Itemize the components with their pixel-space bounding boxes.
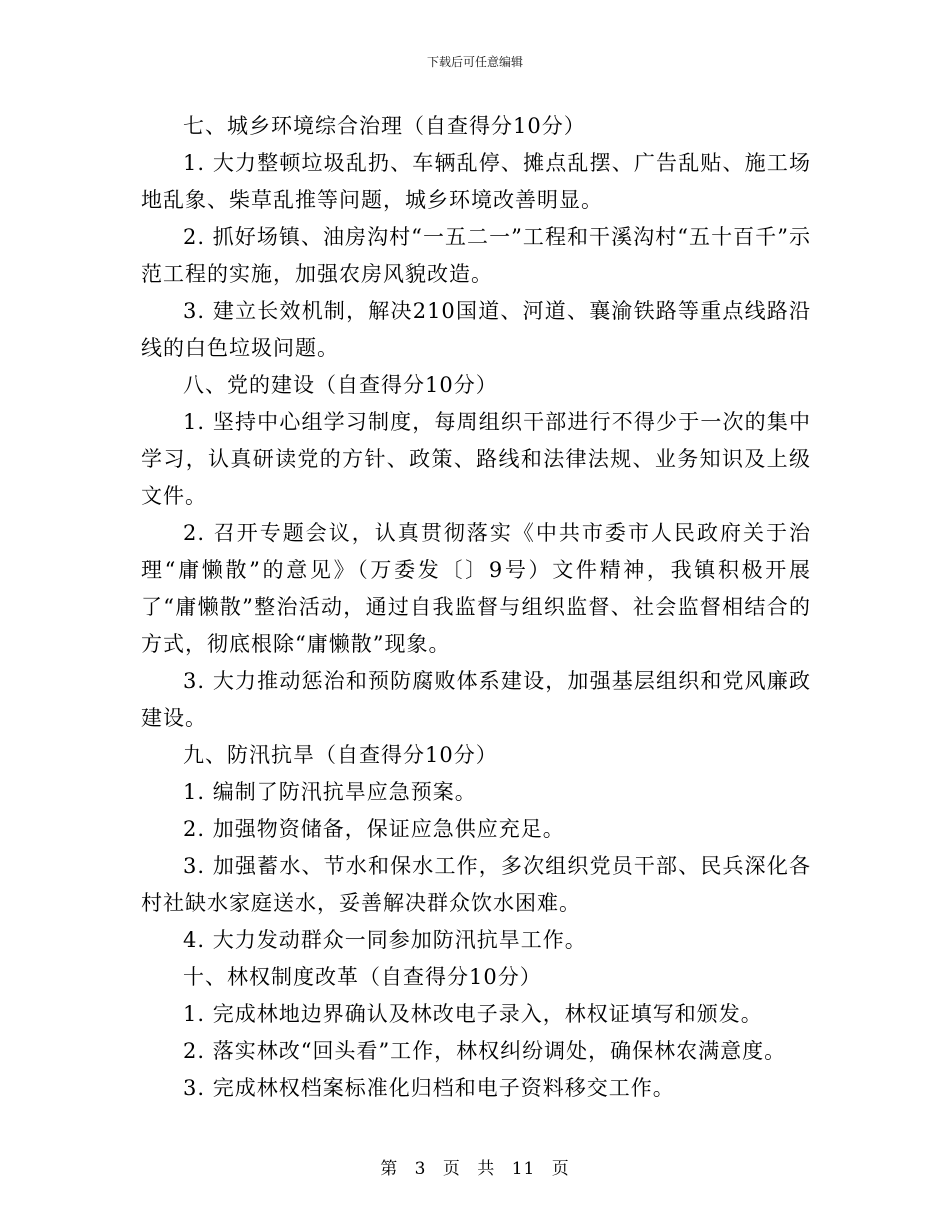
paragraph: 3. 大力推动惩治和预防腐败体系建设，加强基层组织和党风廉政建设。: [141, 669, 811, 730]
paragraph: 3. 完成林权档案标准化归档和电子资料移交工作。: [183, 1076, 675, 1100]
document-body: [141, 108, 811, 1107]
current-page-number: 3: [414, 1159, 427, 1179]
paragraph: 4. 大力发动群众一同参加防汛抗旱工作。: [183, 928, 587, 952]
paragraph: 2. 落实林改“回头看”工作，林权纠纷调处，确保林农满意度。: [183, 1039, 787, 1063]
page-header: 下载后可任意编辑: [426, 55, 523, 69]
section-heading-7: 七、城乡环境综合治理（自查得分10分）: [183, 114, 586, 138]
paragraph: 2. 召开专题会议，认真贯彻落实《中共市委市人民政府关于治理“庸懒散”的意见》（万委发〔〕9号）文件精神，我镇积极开展了“庸懒散”整治活动，通过自我监督与组织监督、社会监督相结合的方式，彻底根除“庸懒散”现象。: [141, 521, 811, 656]
section-heading-8: 八、党的建设（自查得分10分）: [183, 373, 498, 397]
page-footer: [0, 1154, 950, 1179]
paragraph: 3. 加强蓄水、节水和保水工作，多次组织党员干部、民兵深化各村社缺水家庭送水，妥善解决群众饮水困难。: [141, 854, 811, 915]
footer-label-ye2: 页: [551, 1159, 570, 1179]
paragraph: 1. 完成林地边界确认及林改电子录入，林权证填写和颁发。: [183, 1002, 763, 1026]
paragraph: 1. 编制了防汛抗旱应急预案。: [183, 780, 477, 804]
paragraph: 2. 加强物资储备，保证应急供应充足。: [183, 817, 565, 841]
section-heading-10: 十、林权制度改革（自查得分10分）: [183, 965, 542, 989]
paragraph: 3. 建立长效机制，解决210国道、河道、襄渝铁路等重点线路沿线的白色垃圾问题。: [141, 299, 811, 360]
total-page-count: 11: [511, 1159, 536, 1179]
section-heading-9: 九、防汛抗旱（自查得分10分）: [183, 743, 498, 767]
footer-label-ye: 页: [442, 1159, 461, 1179]
paragraph: 1. 大力整顿垃圾乱扔、车辆乱停、摊点乱摆、广告乱贴、施工场地乱象、柴草乱推等问题，城乡环境改善明显。: [141, 151, 811, 212]
paragraph: 2. 抓好场镇、油房沟村“一五二一”工程和干溪沟村“五十百千”示范工程的实施，加强农房风貌改造。: [141, 225, 811, 286]
footer-label-gong: 共: [477, 1159, 496, 1179]
paragraph: 1. 坚持中心组学习制度，每周组织干部进行不得少于一次的集中学习，认真研读党的方针、政策、路线和法律法规、业务知识及上级文件。: [141, 410, 811, 508]
footer-label-di: 第: [380, 1159, 399, 1179]
